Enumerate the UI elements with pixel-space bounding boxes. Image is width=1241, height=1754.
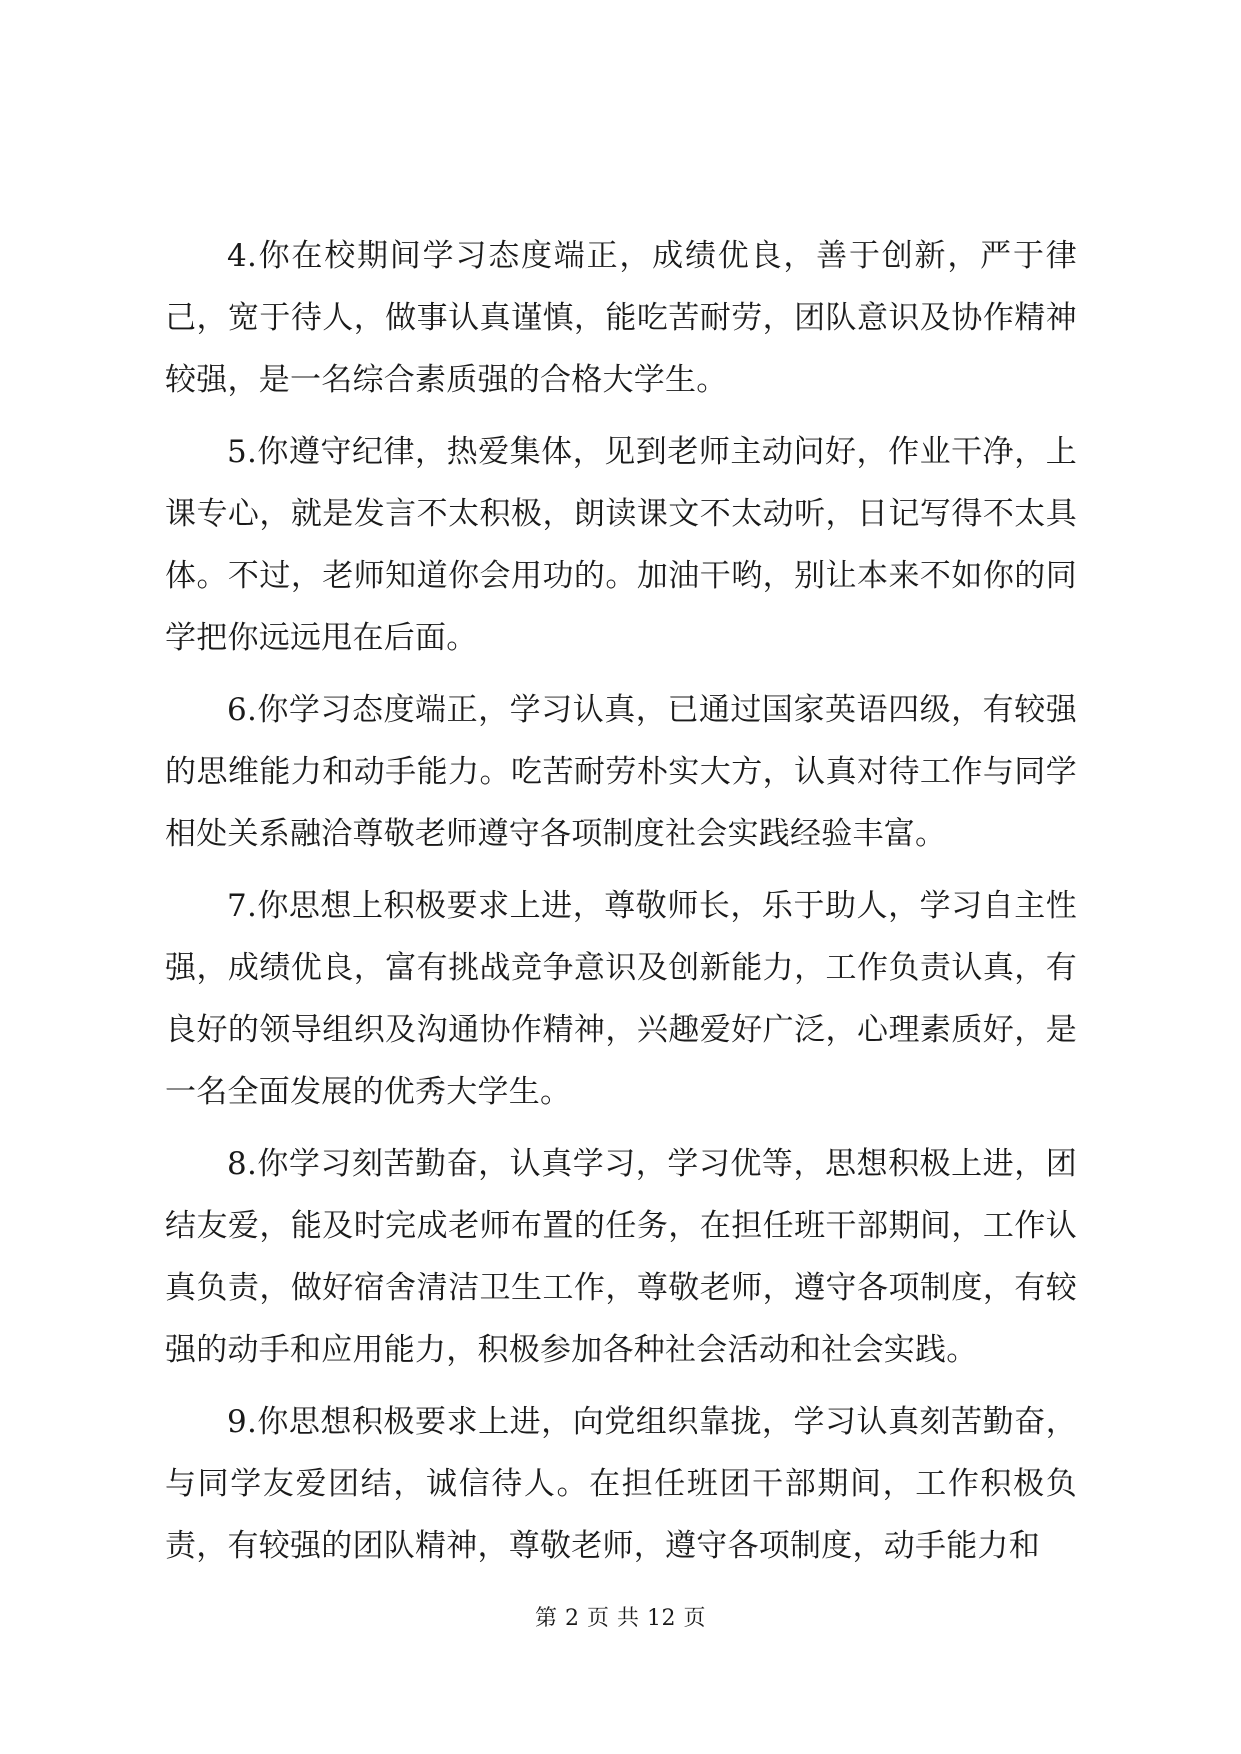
paragraph-4: 4.你在校期间学习态度端正，成绩优良，善于创新，严于律己，宽于待人，做事认真谨慎，能吃苦耐劳，团队意识及协作精神较强，是一名综合素质强的合格大学生。 (165, 238, 1077, 398)
paragraph-5: 5.你遵守纪律，热爱集体，见到老师主动问好，作业干净，上课专心，就是发言不太积极，朗读课文不太动听，日记写得不太具体。不过，老师知道你会用功的。加油干哟，别让本来不如你的同学把你远远甩在后面。 (165, 434, 1077, 656)
paragraph-7: 7.你思想上积极要求上进，尊敬师长，乐于助人，学习自主性强，成绩优良，富有挑战竞争意识及创新能力，工作负责认真，有良好的领导组织及沟通协作精神，兴趣爱好广泛，心理素质好，是一名全面发展的优秀大学生。 (165, 888, 1077, 1110)
paragraph-9: 9.你思想积极要求上进，向党组织靠拢，学习认真刻苦勤奋，与同学友爱团结，诚信待人。在担任班团干部期间，工作积极负责，有较强的团队精神，尊敬老师，遵守各项制度，动手能力和 (165, 1404, 1077, 1564)
page-number-footer: 第 2 页 共 12 页 (535, 1606, 706, 1631)
paragraph-8: 8.你学习刻苦勤奋，认真学习，学习优等，思想积极上进，团结友爱，能及时完成老师布置的任务，在担任班干部期间，工作认真负责，做好宿舍清洁卫生工作，尊敬老师，遵守各项制度，有较强的动手和应用能力，积极参加各种社会活动和社会实践。 (165, 1146, 1077, 1368)
document-body (165, 225, 1077, 1577)
paragraph-6: 6.你学习态度端正，学习认真，已通过国家英语四级，有较强的思维能力和动手能力。吃苦耐劳朴实大方，认真对待工作与同学相处关系融洽尊敬老师遵守各项制度社会实践经验丰富。 (165, 692, 1077, 852)
